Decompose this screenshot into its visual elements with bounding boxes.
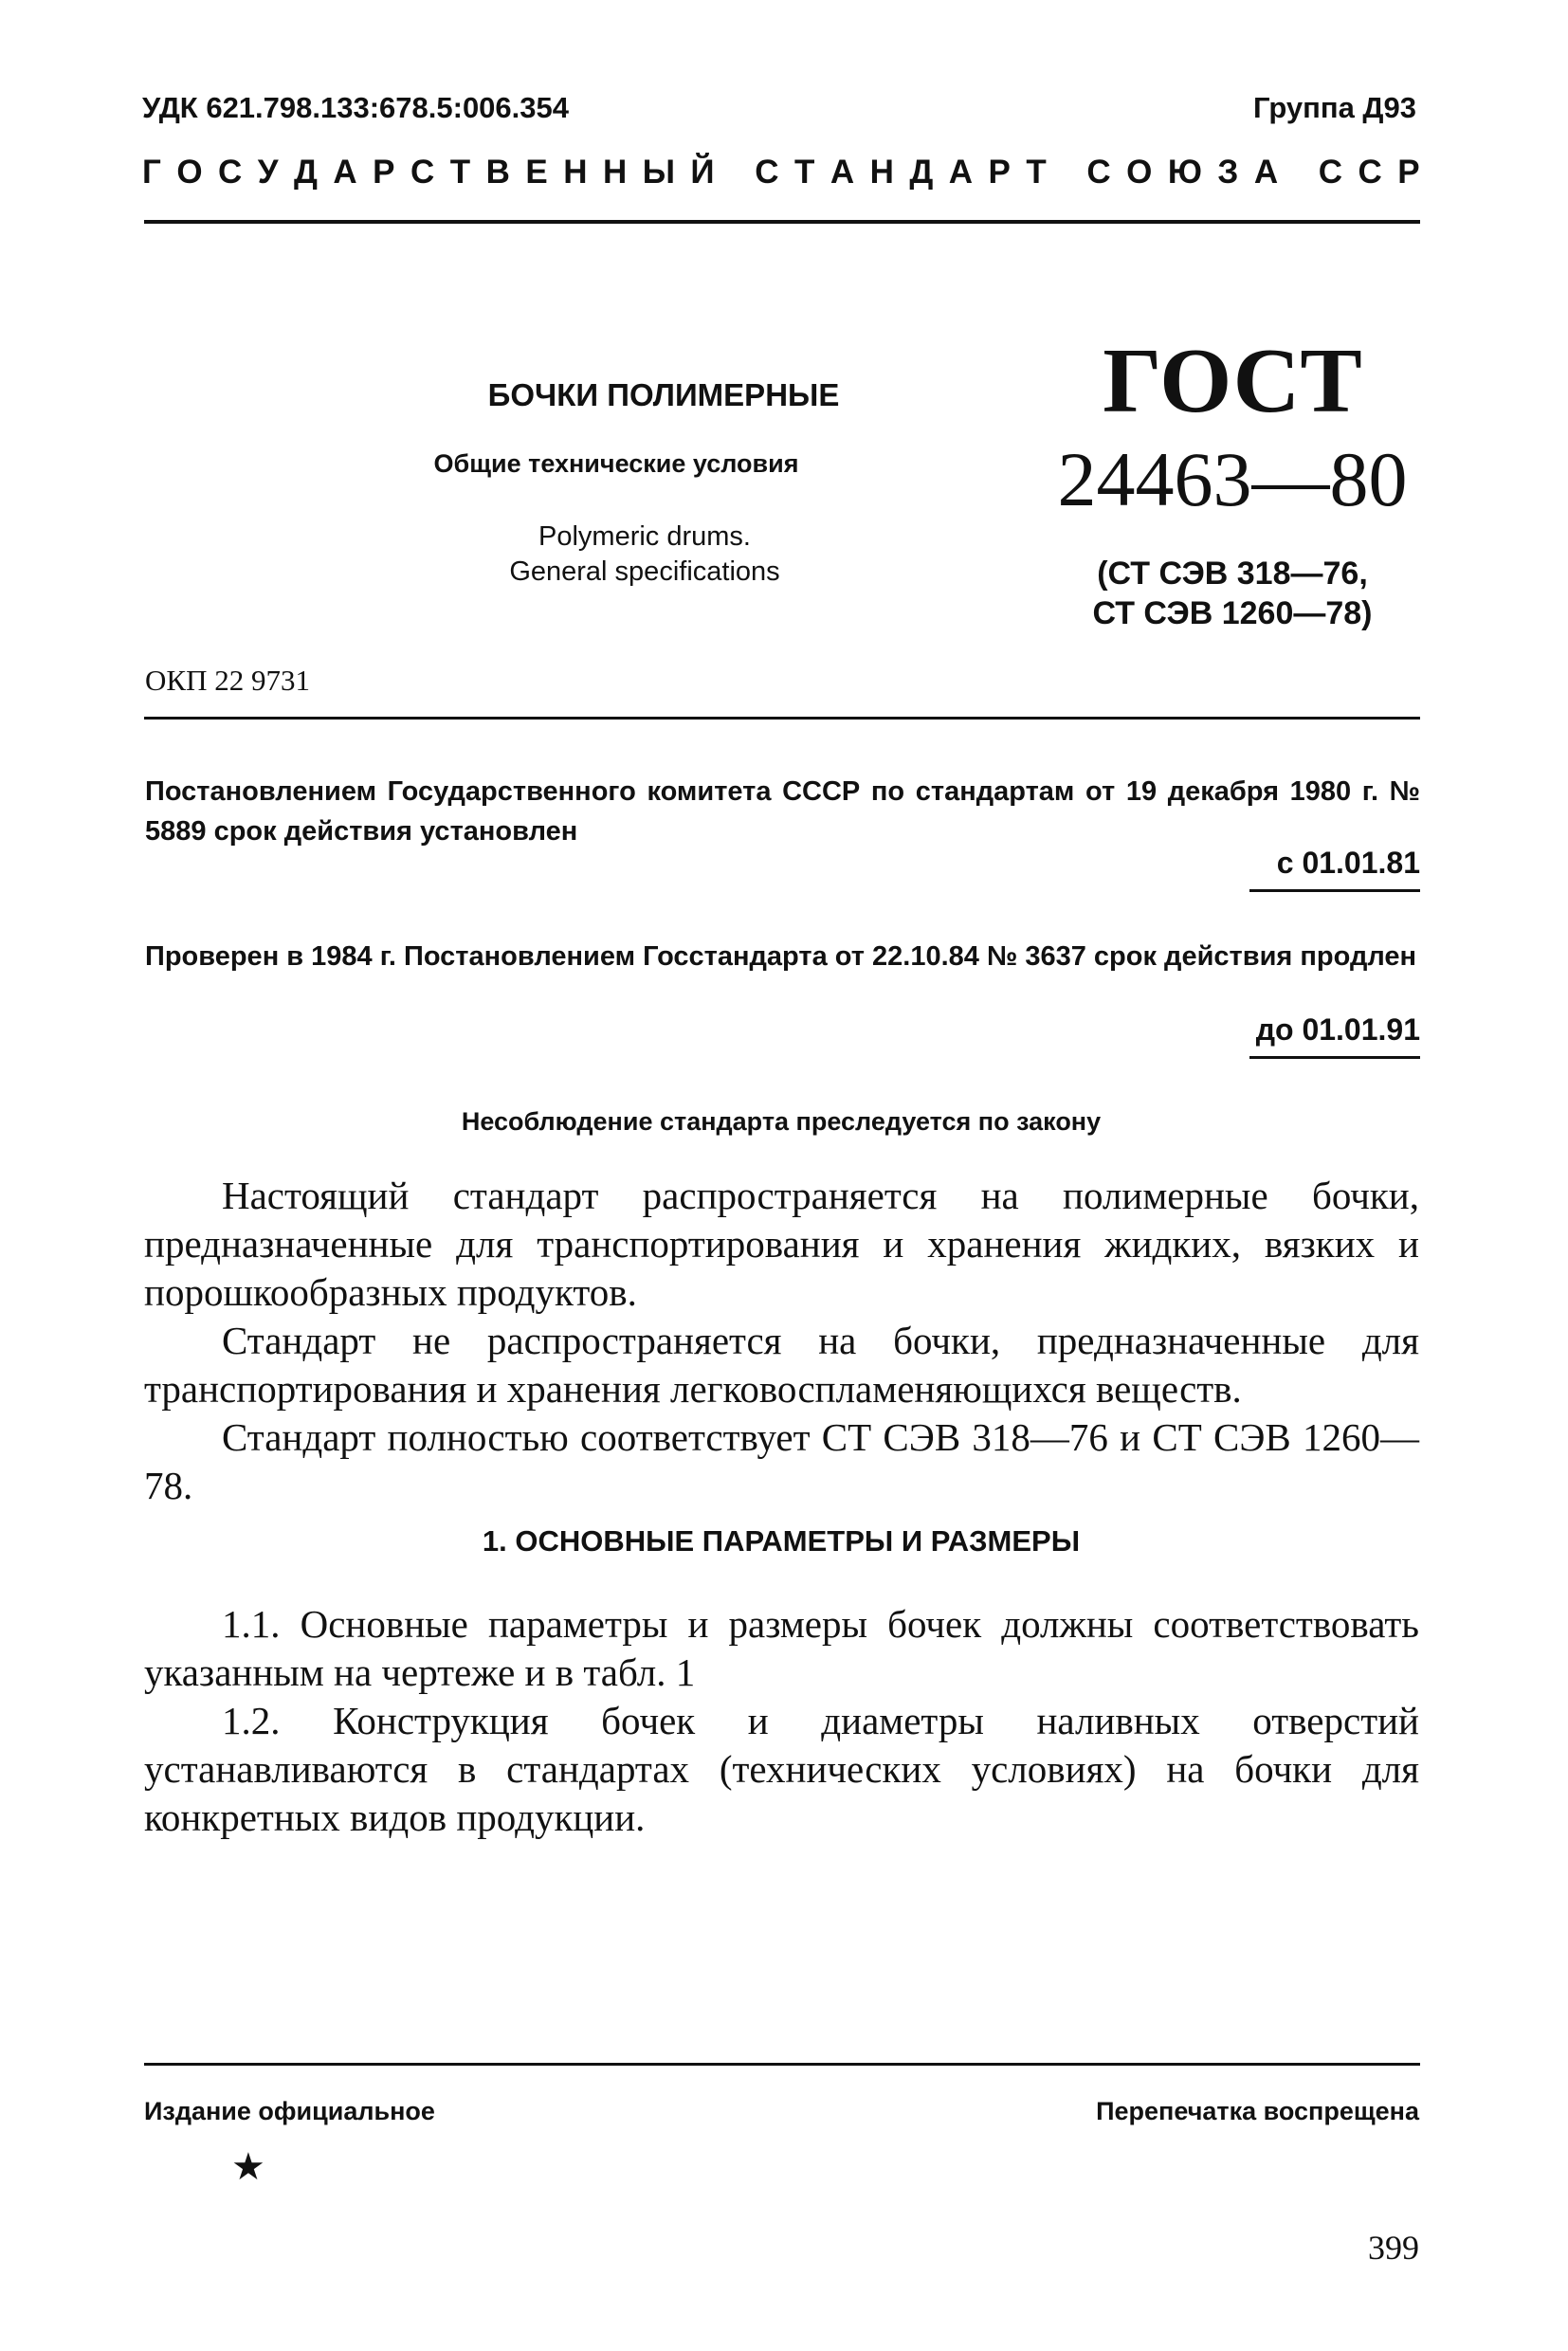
heading-letter: А [948,154,974,191]
legal-notice: Несоблюдение стандарта преследуется по закону [461,1107,1102,1136]
intro-paragraph: Стандарт полностью соответствует СТ СЭВ 318—76 и СТ СЭВ 1260—78. [144,1415,1419,1507]
heading-letter: С [1086,154,1111,191]
english-title [427,519,863,590]
cmecon-line1: (СТ СЭВ 318—76, [1097,556,1368,592]
heading-letter: С [1318,154,1343,191]
header-rule [144,220,1420,224]
section-item: 1.1. Основные параметры и размеры бочек должны соответствовать указанным на чертеже и в табл. 1 [144,1602,1419,1694]
state-standard-heading [142,154,1420,191]
letter-gap [1062,154,1071,191]
document-title: БОЧКИ ПОЛИМЕРНЫЕ [487,377,840,412]
heading-letter: О [1126,154,1153,191]
intro-paragraph: Стандарт не распространяется на бочки, предназначенные для транспортирования и хранения легковоспламеняющихся веществ. [144,1319,1419,1411]
heading-letter: Е [525,154,548,191]
heading-letter: Р [373,154,395,191]
decree-text: Постановлением Государственного комитета СССР по стандартам от 19 декабря 1980 г. № 5889 срок действия установлен [145,776,1420,847]
group-code: Группа Д93 [1252,91,1416,124]
section-item: 1.2. Конструкция бочек и диаметры наливных отверстий устанавливаются в стандартах (технических условиях) на бочки для конкретных видов продукции. [144,1699,1419,1839]
intro-text [144,1172,1419,1510]
heading-letter: Г [142,154,161,191]
heading-letter: Т [1026,154,1047,191]
heading-letter: А [333,154,357,191]
heading-letter: Н [602,154,628,191]
cmecon-references [1043,554,1422,633]
revision-date-rule [1249,1056,1420,1059]
heading-letter: А [830,154,855,191]
heading-letter: С [218,154,243,191]
english-title-line1: Polymeric drums. [538,521,751,552]
okp-code: ОКП 22 9731 [145,664,310,697]
revision-text: Проверен в 1984 г. Постановлением Госстандарта от 22.10.84 № 3637 срок действия продлен [145,941,1417,972]
page-number: 399 [1368,2229,1419,2267]
title-rule [144,717,1420,720]
heading-letter: Т [449,154,471,191]
heading-letter: Р [1397,154,1420,191]
official-edition: Издание официальное [144,2097,435,2125]
heading-letter: У [257,154,279,191]
heading-letter: О [176,154,203,191]
heading-letter: Н [563,154,588,191]
star-icon: ★ [231,2145,265,2188]
udk-code: УДК 621.798.133:678.5:006.354 [142,91,569,124]
heading-letter: Д [294,154,318,191]
heading-letter: С [410,154,435,191]
section-items [144,1600,1419,1842]
heading-letter: А [1253,154,1279,191]
revision-date: до 01.01.91 [1255,1012,1420,1047]
heading-letter: Т [794,154,815,191]
english-title-line2: General specifications [509,556,780,587]
heading-letter: В [485,154,510,191]
heading-letter: Д [909,154,934,191]
footer-rule [144,2063,1420,2066]
heading-letter: Ю [1167,154,1202,191]
cmecon-line2: СТ СЭВ 1260—78) [1092,595,1373,631]
heading-letter: Й [690,154,715,191]
decree-date: с 01.01.81 [1276,846,1420,880]
heading-letter: Р [988,154,1011,191]
heading-letter: З [1217,154,1239,191]
gost-label: ГОСТ [1103,330,1362,432]
decree-date-rule [1249,889,1420,892]
intro-paragraph: Настоящий стандарт распространяется на полимерные бочки, предназначенные для транспортирования и хранения жидких, вязких и порошкообразных продуктов. [144,1174,1419,1314]
gost-number: 24463—80 [1057,436,1408,522]
heading-letter: Ы [642,154,675,191]
letter-gap [730,154,739,191]
document-subtitle: Общие технические условия [433,449,799,478]
heading-letter: С [1358,154,1382,191]
reprint-prohibited: Перепечатка воспрещена [1096,2097,1419,2125]
section-title: 1. ОСНОВНЫЕ ПАРАМЕТРЫ И РАЗМЕРЫ [482,1524,1081,1558]
letter-gap [1294,154,1304,191]
heading-letter: Н [869,154,894,191]
heading-letter: С [755,154,779,191]
